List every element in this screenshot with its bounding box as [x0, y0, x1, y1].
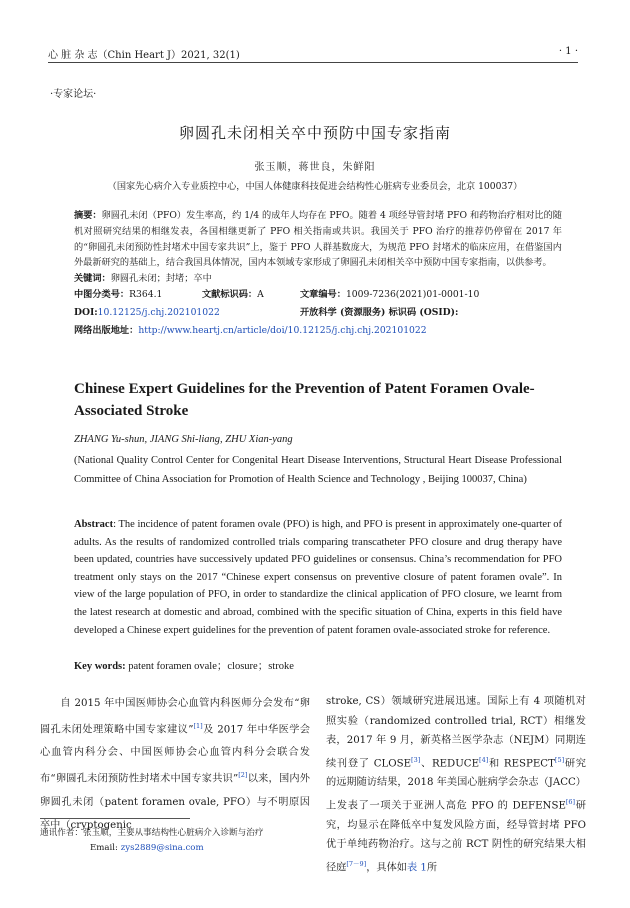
header-rule [48, 62, 578, 63]
body-text: stroke, CS）领域研究进展迅速。国际上有 4 项随机对照实验（randomized controlled trial, RCT）相继发表，2017 年 9 月，新英格兰医学杂志（NEJM）同期连续刊登了 CLOSE [326, 696, 586, 769]
doi: DOI:10.12125/j.chj.202101022 [74, 306, 220, 318]
correspondence-author: 通讯作者：张玉顺，主要从事结构性心脏病介入诊断与治疗 [40, 828, 264, 838]
reference-link[interactable]: [6] [565, 797, 576, 806]
chinese-affiliation: （国家先心病介入专业质控中心，中国人体健康科技促进会结构性心脏病专业委员会，北京 100037） [107, 181, 523, 192]
online-url-row [74, 323, 562, 339]
chinese-authors: 张玉顺，蒋世良，朱鲜阳 [254, 162, 376, 173]
english-title: Chinese Expert Guidelines for the Prevention of Patent Foramen Ovale-Associated Stroke [74, 381, 535, 419]
reference-link[interactable]: [3] [411, 755, 421, 764]
english-authors: ZHANG Yu-shun, JIANG Shi-liang, ZHU Xian-yang [74, 434, 293, 445]
online-url-link[interactable]: http://www.heartj.cn/article/doi/10.12125/j.chj.chj.202101022 [138, 324, 427, 336]
page-number: · 1 · [558, 46, 578, 57]
correspondence-email: Email: zys2889@sina.com [90, 843, 204, 853]
english-affiliation: (National Quality Control Center for Congenital Heart Disease Interventions, Structural Heart Disease Professional Committee of China Association for Promotion of Health Science and Technology , Beijing 100037, China) [74, 455, 562, 485]
english-abstract [74, 516, 562, 639]
article-number: 文章编号：1009-7236(2021)01-0001-10 [300, 288, 480, 300]
osid-label: 开放科学 (资源服务) 标识码 (OSID): [300, 306, 459, 318]
body-text: 自 2015 年中国医师协会心血管内科医师分会发布“卵圆孔未闭处理策略中国专家建议” [40, 698, 310, 736]
body-text: 以来，国内外卵圆孔未闭（patent foramen ovale, PFO）与不明原因卒中（cryptogenic [40, 773, 310, 831]
body-right-column [326, 692, 586, 878]
body-text: 研究的远期随访结果，2018 年美国心脏病学会杂志（JACC）上发表了一项关于亚洲人高危 PFO 的 DEFENSE [326, 757, 586, 812]
body-text: 研究，均显示在降低卒中复发风险方面，经导管封堵 PFO 优于单纯药物治疗。这与之前 RCT 阴性的研究结果大相径庭 [326, 800, 586, 874]
english-keywords-label: Key words: [74, 661, 126, 672]
body-text: 及 2017 年中华医学会心血管内科分会、中国医师协会心血管内科分会联合发布“卵圆孔未闭预防性封堵术中国专家共识” [40, 724, 310, 785]
body-left-column [40, 692, 310, 837]
english-abstract-text: : The incidence of patent foramen ovale (PFO) is high, and PFO is present in approximately one-quarter of adults. As the results of randomized controlled trials comparing transcatheter PFO closure and drug therapy have been updated, countries have successively updated PFO guidelines or consensus. China’s recommendation for PFO treatment only stays on the 2017 “Chinese expert consensus on preventive closure of patent foramen ovale”. In view of the large population of PFO, in order to standardize the clinical application of PFO closure, we learnt from the latest research at domestic and abroad, combined with the specific situation of China, experts in this field have developed a Chinese expert guidelines for the prevention of patent foramen ovale-associated stroke for reference. [74, 519, 562, 636]
doi-link[interactable]: 10.12125/j.chj.202101022 [97, 306, 220, 318]
english-keywords [74, 658, 294, 673]
keywords-text: 卵圆孔未闭；封堵；卒中 [110, 273, 212, 285]
chinese-abstract-block [74, 208, 562, 339]
doi-row [74, 305, 562, 323]
journal-citation: 心 脏 杂 志（Chin Heart J）2021, 32(1) [48, 50, 240, 61]
footnote [40, 826, 263, 856]
body-text: ，具体如 [366, 862, 407, 874]
abstract-label: 摘要： [74, 210, 102, 221]
reference-link[interactable]: [5] [554, 755, 565, 764]
english-abstract-label: Abstract [74, 519, 114, 530]
body-text: 所 [426, 862, 438, 874]
abstract-text: 卵圆孔未闭（PFO）发生率高，约 1/4 的成年人均存在 PFO。随着 4 项经导管封堵 PFO 和药物治疗相对比的随机对照研究结果的相继发表，各国相继更新了 PFO 相关指南或共识。我国关于 PFO 治疗的推荐仍停留在 2017 年的“卵圆孔未闭预防性封堵术中国专家共识”上，鉴于 PFO 人群基数庞大，为规范 PFO 封堵术的临床应用，在借鉴国内外最新研究的基础上，结合我国具体情况，国内本领域专家形成了卵圆孔未闭相关卒中预防中国专家指南，以供参考。 [74, 210, 562, 269]
url-label: 网络出版地址： [74, 324, 139, 336]
reference-link[interactable]: [4] [479, 755, 489, 764]
table-1-link[interactable]: 表 1 [406, 862, 427, 874]
reference-link[interactable]: [1] [193, 722, 203, 730]
chinese-abstract [74, 208, 562, 271]
body-text: 和 RESPECT [488, 757, 555, 769]
footnote-rule [40, 818, 190, 819]
chinese-keywords [74, 271, 562, 287]
english-keywords-text: patent foramen ovale；closure；stroke [128, 661, 294, 672]
classification-row [74, 287, 562, 303]
document-code: 文献标识码：A [202, 288, 264, 300]
body-text: 、REDUCE [420, 757, 480, 769]
keywords-label: 关键词： [74, 273, 111, 285]
reference-link[interactable]: [7－9] [346, 859, 367, 868]
reference-link[interactable]: [2] [238, 771, 248, 780]
chinese-title: 卵圆孔未闭相关卒中预防中国专家指南 [178, 124, 451, 142]
section-label: ·专家论坛· [50, 89, 97, 100]
clc-code: 中图分类号：R364.1 [74, 288, 163, 300]
email-link[interactable]: zys2889@sina.com [120, 843, 204, 853]
